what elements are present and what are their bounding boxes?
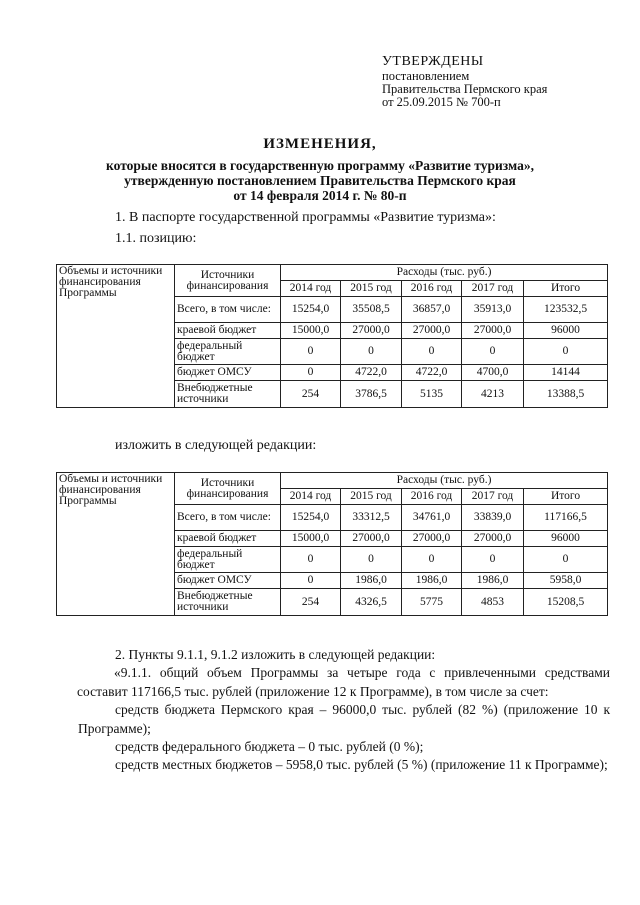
value-cell: 15208,5 <box>524 589 608 616</box>
value-cell: 96000 <box>524 323 608 339</box>
year-header: 2017 год <box>462 489 524 505</box>
value-cell: 0 <box>341 339 402 365</box>
expenses-header: Расходы (тыс. руб.) <box>281 473 608 489</box>
value-cell: 0 <box>281 339 341 365</box>
value-cell: 27000,0 <box>462 531 524 547</box>
paragraph-local-budget: средств местных бюджетов – 5958,0 тыс. рублей (5 %) (приложение 11 к Программе); <box>115 757 608 773</box>
value-cell: 0 <box>402 547 462 573</box>
table-row-label: Объемы и источники финансирования Программы <box>57 473 175 616</box>
value-cell: 0 <box>341 547 402 573</box>
approval-heading: УТВЕРЖДЕНЫ <box>382 54 484 69</box>
value-cell: 27000,0 <box>341 531 402 547</box>
year-header: 2015 год <box>341 281 402 297</box>
paragraph-regional-budget: средств бюджета Пермского края – 96000,0 тыс. рублей (82 %) (приложение 10 к Программе); <box>78 702 610 736</box>
value-cell: 5135 <box>402 381 462 408</box>
value-cell: 14144 <box>524 365 608 381</box>
value-cell: 254 <box>281 381 341 408</box>
value-cell: 0 <box>462 339 524 365</box>
subtitle-line-2: утвержденную постановлением Правительства Пермского края <box>124 173 516 188</box>
value-cell: 27000,0 <box>402 323 462 339</box>
source-cell: Всего, в том числе: <box>175 297 281 323</box>
source-cell: федеральный бюджет <box>175 547 281 573</box>
year-header: 2015 год <box>341 489 402 505</box>
value-cell: 0 <box>524 339 608 365</box>
value-cell: 0 <box>281 573 341 589</box>
value-cell: 15254,0 <box>281 297 341 323</box>
subtitle-line-3: от 14 февраля 2014 г. № 80-п <box>233 188 407 203</box>
source-cell: Внебюджетные источники <box>175 381 281 408</box>
item-1-1-heading: 1.1. позицию: <box>115 231 197 246</box>
value-cell: 35913,0 <box>462 297 524 323</box>
source-cell: Всего, в том числе: <box>175 505 281 531</box>
value-cell: 15254,0 <box>281 505 341 531</box>
value-cell: 27000,0 <box>402 531 462 547</box>
source-cell: Внебюджетные источники <box>175 589 281 616</box>
total-header: Итого <box>524 489 608 505</box>
financing-table-old <box>56 264 608 408</box>
value-cell: 3786,5 <box>341 381 402 408</box>
source-cell: бюджет ОМСУ <box>175 573 281 589</box>
value-cell: 35508,5 <box>341 297 402 323</box>
expenses-header: Расходы (тыс. руб.) <box>281 265 608 281</box>
value-cell: 0 <box>462 547 524 573</box>
approval-block <box>382 54 632 109</box>
year-header: 2014 год <box>281 281 341 297</box>
value-cell: 123532,5 <box>524 297 608 323</box>
source-cell: федеральный бюджет <box>175 339 281 365</box>
table-row-label: Объемы и источники финансирования Программы <box>57 265 175 408</box>
value-cell: 5958,0 <box>524 573 608 589</box>
value-cell: 4326,5 <box>341 589 402 616</box>
value-cell: 27000,0 <box>341 323 402 339</box>
approval-line: постановлением <box>382 69 470 83</box>
value-cell: 0 <box>281 547 341 573</box>
value-cell: 4213 <box>462 381 524 408</box>
value-cell: 0 <box>524 547 608 573</box>
paragraph-federal-budget: средств федерального бюджета – 0 тыс. рублей (0 %); <box>115 739 424 755</box>
document-title: ИЗМЕНЕНИЯ, <box>263 136 377 152</box>
year-header: 2014 год <box>281 489 341 505</box>
item-1-heading: 1. В паспорте государственной программы «Развитие туризма»: <box>115 210 496 225</box>
year-header: 2016 год <box>402 489 462 505</box>
value-cell: 0 <box>402 339 462 365</box>
year-header: 2016 год <box>402 281 462 297</box>
value-cell: 13388,5 <box>524 381 608 408</box>
value-cell: 15000,0 <box>281 323 341 339</box>
value-cell: 4853 <box>462 589 524 616</box>
value-cell: 0 <box>281 365 341 381</box>
value-cell: 34761,0 <box>402 505 462 531</box>
value-cell: 1986,0 <box>402 573 462 589</box>
value-cell: 33839,0 <box>462 505 524 531</box>
subtitle-line-1: которые вносятся в государственную программу «Развитие туризма», <box>106 158 534 173</box>
value-cell: 27000,0 <box>462 323 524 339</box>
value-cell: 1986,0 <box>341 573 402 589</box>
value-cell: 254 <box>281 589 341 616</box>
value-cell: 117166,5 <box>524 505 608 531</box>
value-cell: 1986,0 <box>462 573 524 589</box>
paragraph-9-1-1: «9.1.1. общий объем Программы за четыре года с привлеченными средствами составит 117166,5 тыс. рублей (приложение 12 к Программе), в том числе за счет: <box>77 665 610 699</box>
year-header: 2017 год <box>462 281 524 297</box>
sources-header: Источники финансирования <box>175 265 281 297</box>
body-section <box>78 646 610 775</box>
replace-instruction: изложить в следующей редакции: <box>115 438 317 453</box>
sources-header: Источники финансирования <box>175 473 281 505</box>
source-cell: бюджет ОМСУ <box>175 365 281 381</box>
document-subtitle <box>0 158 640 203</box>
approval-line: Правительства Пермского края <box>382 82 548 96</box>
value-cell: 4700,0 <box>462 365 524 381</box>
source-cell: краевой бюджет <box>175 323 281 339</box>
value-cell: 4722,0 <box>402 365 462 381</box>
value-cell: 5775 <box>402 589 462 616</box>
approval-line: от 25.09.2015 № 700-п <box>382 95 501 109</box>
financing-table-new <box>56 472 608 616</box>
item-2-heading: 2. Пункты 9.1.1, 9.1.2 изложить в следующей редакции: <box>115 647 436 662</box>
value-cell: 4722,0 <box>341 365 402 381</box>
source-cell: краевой бюджет <box>175 531 281 547</box>
value-cell: 36857,0 <box>402 297 462 323</box>
value-cell: 96000 <box>524 531 608 547</box>
total-header: Итого <box>524 281 608 297</box>
value-cell: 15000,0 <box>281 531 341 547</box>
value-cell: 33312,5 <box>341 505 402 531</box>
